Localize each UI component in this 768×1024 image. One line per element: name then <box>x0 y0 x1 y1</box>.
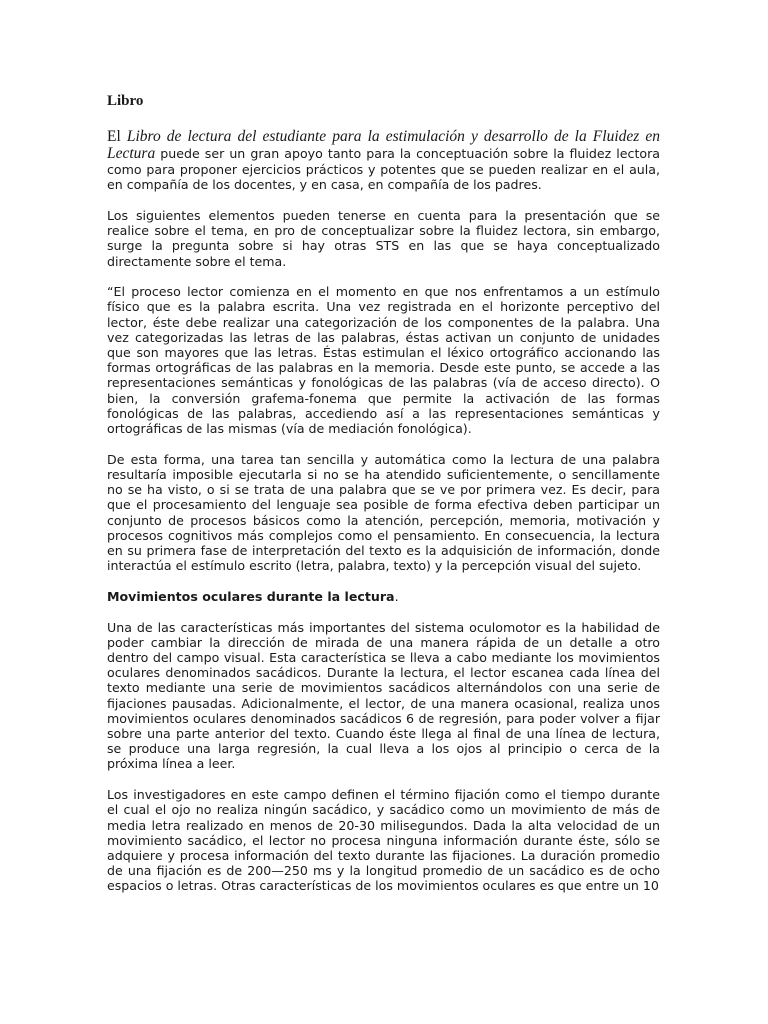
paragraph-3: De esta forma, una tarea tan sencilla y automática como la lectura de una palabra resultaría imposible ejecutarla si no se ha atendido suficientemente, o sencillamente no se ha visto, o si se trata de una palabra que se ve por primera vez. Es decir, para que el procesamiento del lenguaje sea posible de forma efectiva deben participar un conjunto de procesos básicos como la atención, percepción, memoria, motivación y procesos cognitivos más complejos como el pensamiento. En consecuencia, la lectura en su primera fase de interpretación del texto es la adquisición de información, donde interactúa el estímulo escrito (letra, palabra, texto) y la percepción visual del sujeto. <box>107 451 660 574</box>
page-title: Libro <box>107 93 144 109</box>
section-heading-suffix: . <box>394 588 399 604</box>
paragraph-2: “El proceso lector comienza en el momento en que nos enfrentamos a un estímulo físico que es la palabra escrita. Una vez registrada en el horizonte perceptivo del lector, éste debe realizar una categorización de los componentes de la palabra. Una vez categorizadas las letras de las palabras, éstas activan un conjunto de unidades que son mayores que las letras. Éstas estimulan el léxico ortográfico accionando las formas ortográficas de las palabras en la memoria. Desde este punto, se accede a las representaciones semánticas y fonológicas de las palabras (vía de acceso directo). O bien, la conversión grafema-fonema que permite la activación de las formas fonológicas de las palabras, accediendo así a las representaciones semánticas y ortográficas de las mismas (vía de mediación fonológica). <box>107 284 660 437</box>
paragraph-1: Los siguientes elementos pueden tenerse en cuenta para la presentación que se realice sobre el tema, en pro de conceptualizar sobre la fluidez lectora, sin embargo, surge la pregunta sobre si hay otras STS en las que se haya conceptualizado directamente sobre el tema. <box>107 207 660 269</box>
section-heading-text: Movimientos oculares durante la lectura <box>107 588 395 604</box>
section-heading <box>107 589 660 604</box>
intro-lead: El <box>107 128 127 145</box>
intro-paragraph <box>107 128 660 192</box>
document-page <box>107 92 660 909</box>
intro-rest: puede ser un gran apoyo tanto para la conceptuación sobre la fluidez lectora como para proponer ejercicios prácticos y potentes que se pueden realizar en el aula, en compañía de los docentes, y en casa, en compañía de los padres. <box>107 146 660 193</box>
book-title: Libro de lectura del estudiante para la estimulación y desarrollo de la Fluidez en Lectura <box>107 128 660 162</box>
section-paragraph-1: Una de las características más importantes del sistema oculomotor es la habilidad de poder cambiar la dirección de mirada de una manera rápida de un detalle a otro dentro del campo visual. Esta característica se lleva a cabo mediante los movimientos oculares denominados sacádicos. Durante la lectura, el lector escanea cada línea del texto mediante una serie de movimientos sacádicos alternándolos con una serie de fijaciones pausadas. Adicionalmente, el lector, de una manera ocasional, realiza unos movimientos oculares denominados sacádicos 6 de regresión, para poder volver a fijar sobre una parte anterior del texto. Cuando éste llega al final de una línea de lectura, se produce una larga regresión, la cual lleva a los ojos al principio o cerca de la próxima línea a leer. <box>107 619 660 772</box>
section-paragraph-2: Los investigadores en este campo definen el término fijación como el tiempo durante el cual el ojo no realiza ningún sacádico, y sacádico como un movimiento de más de media letra realizado en menos de 20-30 milisegundos. Dada la alta velocidad de un movimiento sacádico, el lector no procesa ninguna información durante éste, sólo se adquiere y procesa información del texto durante las fijaciones. La duración promedio de una fijación es de 200—250 ms y la longitud promedio de un sacádico es de ocho espacios o letras. Otras características de los movimientos oculares es que entre un 10 <box>107 787 660 894</box>
